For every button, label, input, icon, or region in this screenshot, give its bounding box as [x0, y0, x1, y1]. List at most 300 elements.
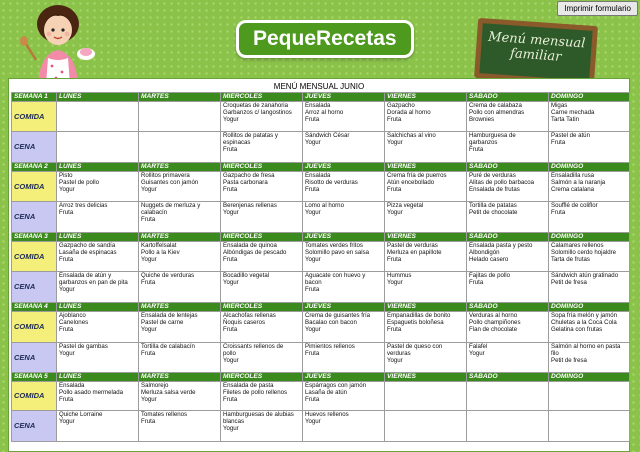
- dish-line: verduras: [387, 350, 411, 358]
- dish-line: Yogur: [141, 256, 157, 264]
- cena-row: [12, 411, 630, 442]
- dish-line: Fruta: [141, 216, 156, 224]
- dish-line: Bocadillo vegetal: [223, 272, 270, 279]
- comida-label: COMIDA: [12, 382, 57, 411]
- dish-line: Ajoblanco: [59, 312, 86, 319]
- menu-cell: [57, 382, 139, 411]
- dish-line: Ensaladilla rusa: [551, 172, 595, 179]
- dish-line: Tarta de frutas: [551, 256, 590, 264]
- dish-line: Pastel de queso con: [387, 343, 443, 350]
- dish-line: Crema de guisantes fría: [305, 312, 371, 319]
- menu-cell: [385, 312, 467, 343]
- day-header: JUEVES: [303, 163, 385, 172]
- dish-line: bacon: [305, 279, 322, 287]
- menu-cell: [139, 411, 221, 442]
- day-header: VIERNES: [385, 303, 467, 312]
- dish-line: garbanzos: [469, 139, 498, 147]
- dish-line: Fruta: [387, 256, 402, 264]
- cena-label: CENA: [12, 272, 57, 303]
- dish-line: Ensalada de quinoa: [223, 242, 277, 249]
- menu-cell: [467, 102, 549, 132]
- week-label: SEMANA 2: [12, 163, 57, 172]
- menu-cell: [549, 382, 630, 411]
- menu-cell: [57, 272, 139, 303]
- menu-cell: [139, 132, 221, 163]
- week-label: SEMANA 1: [12, 93, 57, 102]
- dish-line: Lasaña de atún: [305, 389, 348, 397]
- dish-line: Croquetas de zanahoria: [223, 102, 289, 109]
- dish-line: Yogur: [59, 286, 75, 294]
- dish-line: Fruta: [469, 146, 484, 154]
- dish-line: Fruta: [59, 326, 74, 334]
- dish-line: Brownies: [469, 116, 495, 124]
- menu-cell: [385, 132, 467, 163]
- day-header: JUEVES: [303, 373, 385, 382]
- dish-line: Yogur: [305, 209, 321, 217]
- menu-cell: [549, 202, 630, 233]
- dish-line: Pimientos rellenos: [305, 343, 355, 350]
- dish-line: Petit de chocolate: [469, 209, 518, 217]
- cena-label: CENA: [12, 411, 57, 442]
- day-header: MIÉRCOLES: [221, 303, 303, 312]
- day-header: SÁBADO: [467, 303, 549, 312]
- menu-cell: [221, 312, 303, 343]
- day-header: DOMINGO: [549, 163, 630, 172]
- dish-line: Gazpacho de sandía: [59, 242, 116, 249]
- dish-line: Soufflé de coliflor: [551, 202, 598, 209]
- dish-line: Garbanzos c/ langostinos: [223, 109, 292, 117]
- menu-cell: [467, 411, 549, 442]
- menu-sheet: [8, 78, 630, 452]
- chalkboard-sign: [474, 18, 598, 86]
- dish-line: Yogur: [469, 350, 485, 358]
- cena-row: [12, 343, 630, 373]
- dish-line: Ñoquis caseros: [223, 319, 265, 327]
- dish-line: espinacas: [223, 139, 251, 147]
- cena-label: CENA: [12, 132, 57, 163]
- day-header: MIÉRCOLES: [221, 93, 303, 102]
- dish-line: Ensalada: [305, 172, 331, 179]
- comida-label: COMIDA: [12, 102, 57, 132]
- dish-line: Calamares rellenos: [551, 242, 604, 249]
- dish-line: Pastel de pollo: [59, 179, 99, 187]
- dish-line: Chuletas a la Coca Cola: [551, 319, 617, 327]
- dish-line: Yogur: [223, 279, 239, 287]
- menu-cell: [221, 382, 303, 411]
- dish-line: Fruta: [223, 326, 238, 334]
- cena-label: CENA: [12, 202, 57, 233]
- dish-line: Gazpacho de fresa: [223, 172, 275, 179]
- dish-line: Fruta: [59, 209, 74, 217]
- week-header-row: [12, 163, 630, 172]
- comida-row: [12, 172, 630, 202]
- dish-line: Nuggets de merluza y: [141, 202, 201, 209]
- menu-cell: [139, 202, 221, 233]
- dish-line: Fruta: [141, 350, 156, 358]
- menu-cell: [221, 242, 303, 272]
- menu-cell: [221, 202, 303, 233]
- menu-cell: [385, 343, 467, 373]
- comida-row: [12, 382, 630, 411]
- dish-line: Pollo champiñones: [469, 319, 521, 327]
- menu-cell: [221, 132, 303, 163]
- chalkboard-line-1: Menú mensual: [487, 29, 586, 52]
- dish-line: Arroz al horno: [305, 109, 344, 117]
- menu-cell: [57, 102, 139, 132]
- comida-row: [12, 102, 630, 132]
- menu-cell: [139, 172, 221, 202]
- menu-cell: [139, 382, 221, 411]
- chalkboard-line-2: familiar: [509, 46, 562, 65]
- week-header-row: [12, 233, 630, 242]
- cena-row: [12, 202, 630, 233]
- day-header: VIERNES: [385, 163, 467, 172]
- day-header: LUNES: [57, 163, 139, 172]
- menu-cell: [549, 272, 630, 303]
- menu-cell: [139, 343, 221, 373]
- menu-cell: [385, 382, 467, 411]
- dish-line: Flan de chocolate: [469, 326, 518, 334]
- menu-cell: [549, 102, 630, 132]
- menu-cell: [303, 382, 385, 411]
- dish-line: Falafel: [469, 343, 488, 350]
- day-header: MARTES: [139, 163, 221, 172]
- day-header: LUNES: [57, 373, 139, 382]
- day-header: SÁBADO: [467, 93, 549, 102]
- menu-cell: [221, 172, 303, 202]
- cena-label: CENA: [12, 343, 57, 373]
- dish-line: Fruta: [223, 256, 238, 264]
- day-header: SÁBADO: [467, 163, 549, 172]
- dish-line: Yogur: [305, 418, 321, 426]
- dish-line: Pollo asado mermelada: [59, 389, 124, 397]
- comida-label: COMIDA: [12, 312, 57, 343]
- dish-line: Hamburguesas de alubias: [223, 411, 294, 418]
- menu-cell: [385, 242, 467, 272]
- menu-cell: [139, 272, 221, 303]
- dish-line: Pastel de carne: [141, 319, 184, 327]
- cena-row: [12, 132, 630, 163]
- dish-line: Yogur: [223, 357, 239, 365]
- dish-line: Tortilla de calabacín: [141, 343, 195, 350]
- dish-line: Arroz tres delicias: [59, 202, 108, 209]
- dish-line: Ensalada de lentejas: [141, 312, 198, 319]
- dish-line: Salmón a la naranja: [551, 179, 606, 187]
- dish-line: Petit de fresa: [551, 279, 587, 287]
- day-header: LUNES: [57, 303, 139, 312]
- dish-line: Yogur: [387, 357, 403, 365]
- site-logo: PequeRecetas: [236, 20, 414, 58]
- menu-cell: [467, 132, 549, 163]
- dish-line: Ensalada pasta y pesto: [469, 242, 533, 249]
- print-form-button[interactable]: Imprimir formulario: [557, 1, 638, 16]
- dish-line: Sándwich atún gratinado: [551, 272, 619, 279]
- dish-line: Carne mechada: [551, 109, 595, 117]
- dish-line: Pastel de gambas: [59, 343, 108, 350]
- week-label: SEMANA 4: [12, 303, 57, 312]
- dish-line: Hummus: [387, 272, 412, 279]
- dish-line: Fruta: [59, 396, 74, 404]
- week-label: SEMANA 5: [12, 373, 57, 382]
- menu-cell: [467, 382, 549, 411]
- dish-line: Pizza vegetal: [387, 202, 424, 209]
- day-header: DOMINGO: [549, 373, 630, 382]
- day-header: JUEVES: [303, 233, 385, 242]
- dish-line: Merluza salsa verde: [141, 389, 196, 397]
- day-header: JUEVES: [303, 303, 385, 312]
- dish-line: Ensalada de frutas: [469, 186, 520, 194]
- day-header: DOMINGO: [549, 93, 630, 102]
- week-label: SEMANA 3: [12, 233, 57, 242]
- day-header: MARTES: [139, 233, 221, 242]
- dish-line: Albondigón: [469, 249, 500, 257]
- dish-line: Helado casero: [469, 256, 509, 264]
- day-header: VIERNES: [385, 93, 467, 102]
- day-header: MIÉRCOLES: [221, 163, 303, 172]
- dish-line: Fruta: [387, 186, 402, 194]
- dish-line: Aguacate con huevo y: [305, 272, 366, 279]
- dish-line: Yogur: [141, 186, 157, 194]
- dish-line: Filetes de pollo rellenos: [223, 389, 288, 397]
- dish-line: Atún encebollado: [387, 179, 435, 187]
- dish-line: Ensalada de pasta: [223, 382, 274, 389]
- dish-line: Rollitos de patatas y: [223, 132, 278, 139]
- chef-mascot-illustration: [12, 0, 104, 84]
- dish-line: Gelatina con frutas: [551, 326, 603, 334]
- dish-line: Pastel de atún: [551, 132, 590, 139]
- dish-line: Fruta: [469, 279, 484, 287]
- menu-cell: [467, 172, 549, 202]
- menu-cell: [303, 172, 385, 202]
- dish-line: blancas: [223, 418, 245, 426]
- dish-line: Fruta: [305, 286, 320, 294]
- dish-line: Fruta: [387, 326, 402, 334]
- day-header: LUNES: [57, 233, 139, 242]
- menu-cell: [139, 312, 221, 343]
- day-header: DOMINGO: [549, 303, 630, 312]
- menu-cell: [57, 202, 139, 233]
- dish-line: Tarta Tatin: [551, 116, 580, 124]
- dish-line: Canelones: [59, 319, 89, 327]
- menu-cell: [549, 242, 630, 272]
- menu-cell: [221, 272, 303, 303]
- dish-line: filo: [551, 350, 559, 358]
- comida-row: [12, 312, 630, 343]
- dish-line: Fruta: [223, 146, 238, 154]
- dish-line: Alitas de pollo barbacoa: [469, 179, 535, 187]
- week-header-row: [12, 93, 630, 102]
- menu-cell: [385, 202, 467, 233]
- dish-line: Fruta: [305, 186, 320, 194]
- dish-line: Quiche de verduras: [141, 272, 195, 279]
- dish-line: Kartoffelsalat: [141, 242, 177, 249]
- comida-label: COMIDA: [12, 172, 57, 202]
- dish-line: Fruta: [551, 139, 566, 147]
- dish-line: Salmorejo: [141, 382, 169, 389]
- dish-line: Yogur: [59, 350, 75, 358]
- day-header: MARTES: [139, 93, 221, 102]
- dish-line: Fruta: [305, 396, 320, 404]
- day-header: MARTES: [139, 303, 221, 312]
- dish-line: Yogur: [223, 209, 239, 217]
- dish-line: Yogur: [223, 425, 239, 433]
- dish-line: Albóndigas de pescado: [223, 249, 287, 257]
- day-header: JUEVES: [303, 93, 385, 102]
- menu-cell: [467, 272, 549, 303]
- dish-line: Verduras al horno: [469, 312, 518, 319]
- day-header: SÁBADO: [467, 233, 549, 242]
- dish-line: Ensalada: [59, 382, 85, 389]
- dish-line: Guisantes con jamón: [141, 179, 199, 187]
- menu-cell: [303, 132, 385, 163]
- dish-line: Yogur: [305, 256, 321, 264]
- dish-line: Fruta: [59, 256, 74, 264]
- dish-line: Yogur: [59, 186, 75, 194]
- menu-cell: [303, 242, 385, 272]
- dish-line: Salchichas al vino: [387, 132, 436, 139]
- dish-line: Pastel de verduras: [387, 242, 438, 249]
- dish-line: Pasta carbonara: [223, 179, 268, 187]
- dish-line: Yogur: [387, 139, 403, 147]
- menu-cell: [467, 202, 549, 233]
- menu-cell: [139, 102, 221, 132]
- dish-line: Fruta: [141, 279, 156, 287]
- dish-line: Tomates rellenos: [141, 411, 188, 418]
- menu-cell: [549, 172, 630, 202]
- dish-line: Empanadillas de bonito: [387, 312, 451, 319]
- menu-cell: [57, 242, 139, 272]
- dish-line: Petit de fresa: [551, 357, 587, 365]
- dish-line: Ensalada de atún y: [59, 272, 112, 279]
- day-header: MARTES: [139, 373, 221, 382]
- menu-cell: [221, 343, 303, 373]
- dish-line: pollo: [223, 350, 236, 358]
- menu-cell: [303, 343, 385, 373]
- dish-line: Lasaña de espinacas: [59, 249, 117, 257]
- menu-cell: [467, 343, 549, 373]
- day-header: VIERNES: [385, 373, 467, 382]
- menu-cell: [303, 312, 385, 343]
- dish-line: Sopa fría melón y jamón: [551, 312, 618, 319]
- menu-cell: [549, 312, 630, 343]
- dish-line: Merluza en papillote: [387, 249, 442, 257]
- menu-table: [11, 92, 630, 442]
- menu-title: MENÚ MENSUAL JUNIO: [273, 82, 365, 91]
- dish-line: Yogur: [305, 139, 321, 147]
- menu-cell: [57, 411, 139, 442]
- dish-line: Bacalao con bacon: [305, 319, 357, 327]
- menu-cell: [549, 132, 630, 163]
- menu-cell: [467, 312, 549, 343]
- dish-line: Fruta: [305, 350, 320, 358]
- dish-line: Pisto: [59, 172, 73, 179]
- menu-cell: [221, 102, 303, 132]
- dish-line: Rollitos primavera: [141, 172, 190, 179]
- dish-line: Crema catalana: [551, 186, 595, 194]
- dish-line: Yogur: [305, 326, 321, 334]
- dish-line: garbanzos en pan de pita: [59, 279, 128, 287]
- dish-line: Tomates verdes fritos: [305, 242, 363, 249]
- dish-line: Huevos rellenos: [305, 411, 349, 418]
- dish-line: Gazpacho: [387, 102, 415, 109]
- dish-line: Yogur: [141, 396, 157, 404]
- dish-line: Yogur: [223, 116, 239, 124]
- dish-line: Yogur: [141, 326, 157, 334]
- week-header-row: [12, 303, 630, 312]
- dish-line: Ensalada: [305, 102, 331, 109]
- dish-line: Solomillo pavo en salsa: [305, 249, 370, 257]
- menu-cell: [303, 411, 385, 442]
- day-header: LUNES: [57, 93, 139, 102]
- day-header: SÁBADO: [467, 373, 549, 382]
- dish-line: Alcachofas rellenas: [223, 312, 276, 319]
- dish-line: Quiche Lorraine: [59, 411, 103, 418]
- menu-cell: [57, 312, 139, 343]
- menu-cell: [385, 272, 467, 303]
- menu-cell: [57, 343, 139, 373]
- dish-line: Tortilla de patatas: [469, 202, 517, 209]
- week-header-row: [12, 373, 630, 382]
- menu-cell: [139, 242, 221, 272]
- menu-cell: [385, 411, 467, 442]
- dish-line: Croissants rellenos de: [223, 343, 284, 350]
- menu-cell: [303, 202, 385, 233]
- menu-cell: [549, 343, 630, 373]
- dish-line: Yogur: [387, 209, 403, 217]
- dish-line: Fruta: [223, 396, 238, 404]
- dish-line: Pollo a la Kiev: [141, 249, 180, 257]
- menu-cell: [467, 242, 549, 272]
- dish-line: Fruta: [223, 186, 238, 194]
- menu-cell: [57, 132, 139, 163]
- dish-line: Solomillo cerdo hojaldre: [551, 249, 617, 257]
- day-header: MIÉRCOLES: [221, 233, 303, 242]
- day-header: VIERNES: [385, 233, 467, 242]
- dish-line: Yogur: [387, 279, 403, 287]
- dish-line: Crema fría de puerros: [387, 172, 447, 179]
- comida-label: COMIDA: [12, 242, 57, 272]
- dish-line: Yogur: [59, 418, 75, 426]
- menu-cell: [221, 411, 303, 442]
- dish-line: calabacín: [141, 209, 168, 217]
- dish-line: Crema de calabaza: [469, 102, 522, 109]
- menu-cell: [303, 102, 385, 132]
- dish-line: Migas: [551, 102, 568, 109]
- dish-line: Dorada al horno: [387, 109, 431, 117]
- day-header: MIÉRCOLES: [221, 373, 303, 382]
- dish-line: Sándwich César: [305, 132, 350, 139]
- comida-row: [12, 242, 630, 272]
- dish-line: Risotto de verduras: [305, 179, 358, 187]
- menu-cell: [303, 272, 385, 303]
- menu-cell: [385, 102, 467, 132]
- dish-line: Fajitas de pollo: [469, 272, 510, 279]
- cena-row: [12, 272, 630, 303]
- day-header: DOMINGO: [549, 233, 630, 242]
- dish-line: Lomo al horno: [305, 202, 344, 209]
- menu-cell: [57, 172, 139, 202]
- dish-line: Espaguetis boloñesa: [387, 319, 444, 327]
- dish-line: Puré de verduras: [469, 172, 516, 179]
- dish-line: Fruta: [305, 116, 320, 124]
- dish-line: Fruta: [141, 418, 156, 426]
- dish-line: Pollo con almendras: [469, 109, 525, 117]
- dish-line: Hamburguesa de: [469, 132, 516, 139]
- dish-line: Berenjenas rellenas: [223, 202, 277, 209]
- dish-line: Salmón al horno en pasta: [551, 343, 621, 350]
- dish-line: Espárragos con jamón: [305, 382, 366, 389]
- dish-line: Fruta: [551, 209, 566, 217]
